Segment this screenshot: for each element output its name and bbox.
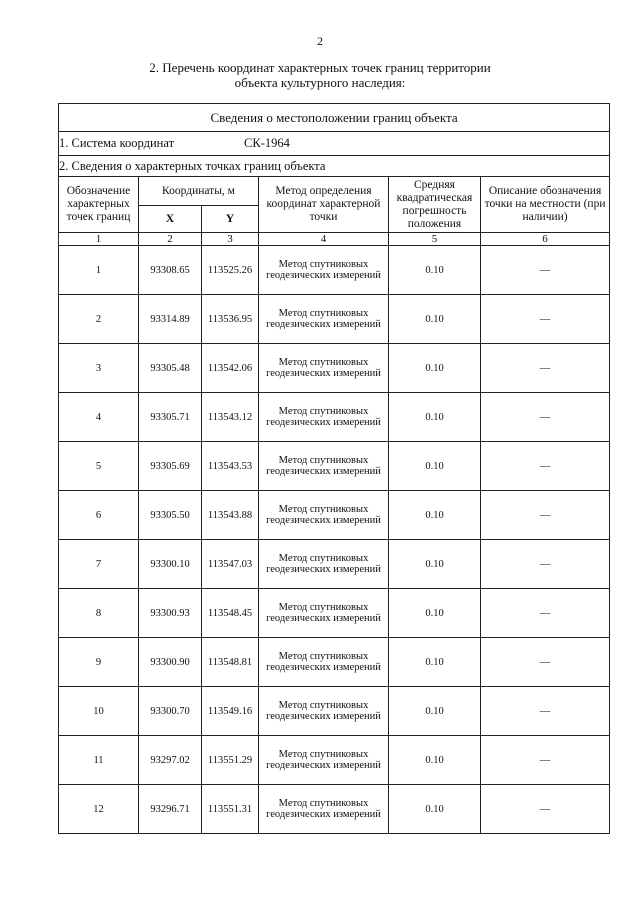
x-coordinate-cell: 93300.10: [139, 540, 202, 589]
point-cell: 5: [59, 442, 139, 491]
error-cell: 0.10: [389, 540, 481, 589]
table-row: [59, 491, 610, 540]
y-coordinate-cell: 113549.16: [202, 687, 259, 736]
x-coordinate-cell: 93308.65: [139, 246, 202, 295]
col-number: 5: [389, 233, 481, 246]
description-cell: —: [481, 736, 610, 785]
col-y-header: Y: [202, 206, 259, 233]
method-cell: Метод спутниковых геодезических измерений: [259, 295, 389, 344]
error-cell: 0.10: [389, 344, 481, 393]
col-desc-header: Описание обозначения точки на местности (при наличии): [481, 177, 610, 233]
description-cell: —: [481, 589, 610, 638]
point-cell: 3: [59, 344, 139, 393]
y-coordinate-cell: 113548.45: [202, 589, 259, 638]
point-cell: 10: [59, 687, 139, 736]
x-coordinate-cell: 93314.89: [139, 295, 202, 344]
coordinate-system-label: 1. Система координат: [59, 136, 175, 150]
description-cell: —: [481, 491, 610, 540]
point-cell: 6: [59, 491, 139, 540]
description-cell: —: [481, 295, 610, 344]
y-coordinate-cell: 113536.95: [202, 295, 259, 344]
x-coordinate-cell: 93305.69: [139, 442, 202, 491]
points-header-row: [59, 156, 610, 177]
table-row: [59, 246, 610, 295]
method-cell: Метод спутниковых геодезических измерений: [259, 638, 389, 687]
coordinates-table: [58, 103, 610, 834]
description-cell: —: [481, 638, 610, 687]
point-cell: 1: [59, 246, 139, 295]
table-row: [59, 785, 610, 834]
y-coordinate-cell: 113543.53: [202, 442, 259, 491]
description-cell: —: [481, 540, 610, 589]
error-cell: 0.10: [389, 589, 481, 638]
description-cell: —: [481, 246, 610, 295]
table-row: [59, 540, 610, 589]
table-row: [59, 687, 610, 736]
error-cell: 0.10: [389, 491, 481, 540]
x-coordinate-cell: 93297.02: [139, 736, 202, 785]
method-cell: Метод спутниковых геодезических измерений: [259, 491, 389, 540]
coordinate-system-row: [59, 132, 610, 156]
method-cell: Метод спутниковых геодезических измерений: [259, 246, 389, 295]
description-cell: —: [481, 442, 610, 491]
table-row: [59, 295, 610, 344]
x-coordinate-cell: 93305.71: [139, 393, 202, 442]
col-number: 3: [202, 233, 259, 246]
col-number: 1: [59, 233, 139, 246]
point-cell: 7: [59, 540, 139, 589]
table-row: [59, 736, 610, 785]
title-line-1: 2. Перечень координат характерных точек границ территории: [149, 60, 491, 75]
column-number-row: [59, 233, 610, 246]
error-cell: 0.10: [389, 687, 481, 736]
error-cell: 0.10: [389, 442, 481, 491]
x-coordinate-cell: 93300.70: [139, 687, 202, 736]
method-cell: Метод спутниковых геодезических измерений: [259, 344, 389, 393]
coordinate-system-value: СК-1964: [244, 136, 290, 150]
table-row: [59, 589, 610, 638]
col-number: 4: [259, 233, 389, 246]
y-coordinate-cell: 113551.29: [202, 736, 259, 785]
point-cell: 2: [59, 295, 139, 344]
method-cell: Метод спутниковых геодезических измерений: [259, 393, 389, 442]
col-number: 6: [481, 233, 610, 246]
error-cell: 0.10: [389, 736, 481, 785]
method-cell: Метод спутниковых геодезических измерений: [259, 540, 389, 589]
description-cell: —: [481, 785, 610, 834]
error-cell: 0.10: [389, 638, 481, 687]
x-coordinate-cell: 93296.71: [139, 785, 202, 834]
col-x-header: X: [139, 206, 202, 233]
error-cell: 0.10: [389, 393, 481, 442]
table-row: [59, 442, 610, 491]
point-cell: 11: [59, 736, 139, 785]
points-header: 2. Сведения о характерных точках границ объекта: [59, 156, 610, 177]
col-coords-header: Координаты, м: [139, 177, 259, 206]
page-number: 2: [317, 34, 323, 48]
point-cell: 9: [59, 638, 139, 687]
table-row: [59, 393, 610, 442]
y-coordinate-cell: 113525.26: [202, 246, 259, 295]
point-cell: 8: [59, 589, 139, 638]
document-title: [0, 60, 640, 90]
y-coordinate-cell: 113543.12: [202, 393, 259, 442]
column-header-row: [59, 177, 610, 206]
x-coordinate-cell: 93300.90: [139, 638, 202, 687]
y-coordinate-cell: 113548.81: [202, 638, 259, 687]
y-coordinate-cell: 113543.88: [202, 491, 259, 540]
coordinate-system-cell: [59, 132, 610, 156]
method-cell: Метод спутниковых геодезических измерений: [259, 442, 389, 491]
table-row: [59, 344, 610, 393]
section-header: Сведения о местоположении границ объекта: [59, 104, 610, 132]
method-cell: Метод спутниковых геодезических измерений: [259, 589, 389, 638]
error-cell: 0.10: [389, 785, 481, 834]
method-cell: Метод спутниковых геодезических измерений: [259, 736, 389, 785]
method-cell: Метод спутниковых геодезических измерений: [259, 687, 389, 736]
col-number: 2: [139, 233, 202, 246]
method-cell: Метод спутниковых геодезических измерений: [259, 785, 389, 834]
y-coordinate-cell: 113547.03: [202, 540, 259, 589]
section-header-row: [59, 104, 610, 132]
error-cell: 0.10: [389, 246, 481, 295]
description-cell: —: [481, 687, 610, 736]
table-row: [59, 638, 610, 687]
error-cell: 0.10: [389, 295, 481, 344]
point-cell: 12: [59, 785, 139, 834]
x-coordinate-cell: 93300.93: [139, 589, 202, 638]
point-cell: 4: [59, 393, 139, 442]
description-cell: —: [481, 393, 610, 442]
description-cell: —: [481, 344, 610, 393]
col-error-header: Средняя квадратическая погрешность положения: [389, 177, 481, 233]
x-coordinate-cell: 93305.48: [139, 344, 202, 393]
x-coordinate-cell: 93305.50: [139, 491, 202, 540]
y-coordinate-cell: 113542.06: [202, 344, 259, 393]
col-point-header: Обозначение характерных точек границ: [59, 177, 139, 233]
title-line-2: объекта культурного наследия:: [234, 75, 406, 90]
y-coordinate-cell: 113551.31: [202, 785, 259, 834]
col-method-header: Метод определения координат характерной точки: [259, 177, 389, 233]
